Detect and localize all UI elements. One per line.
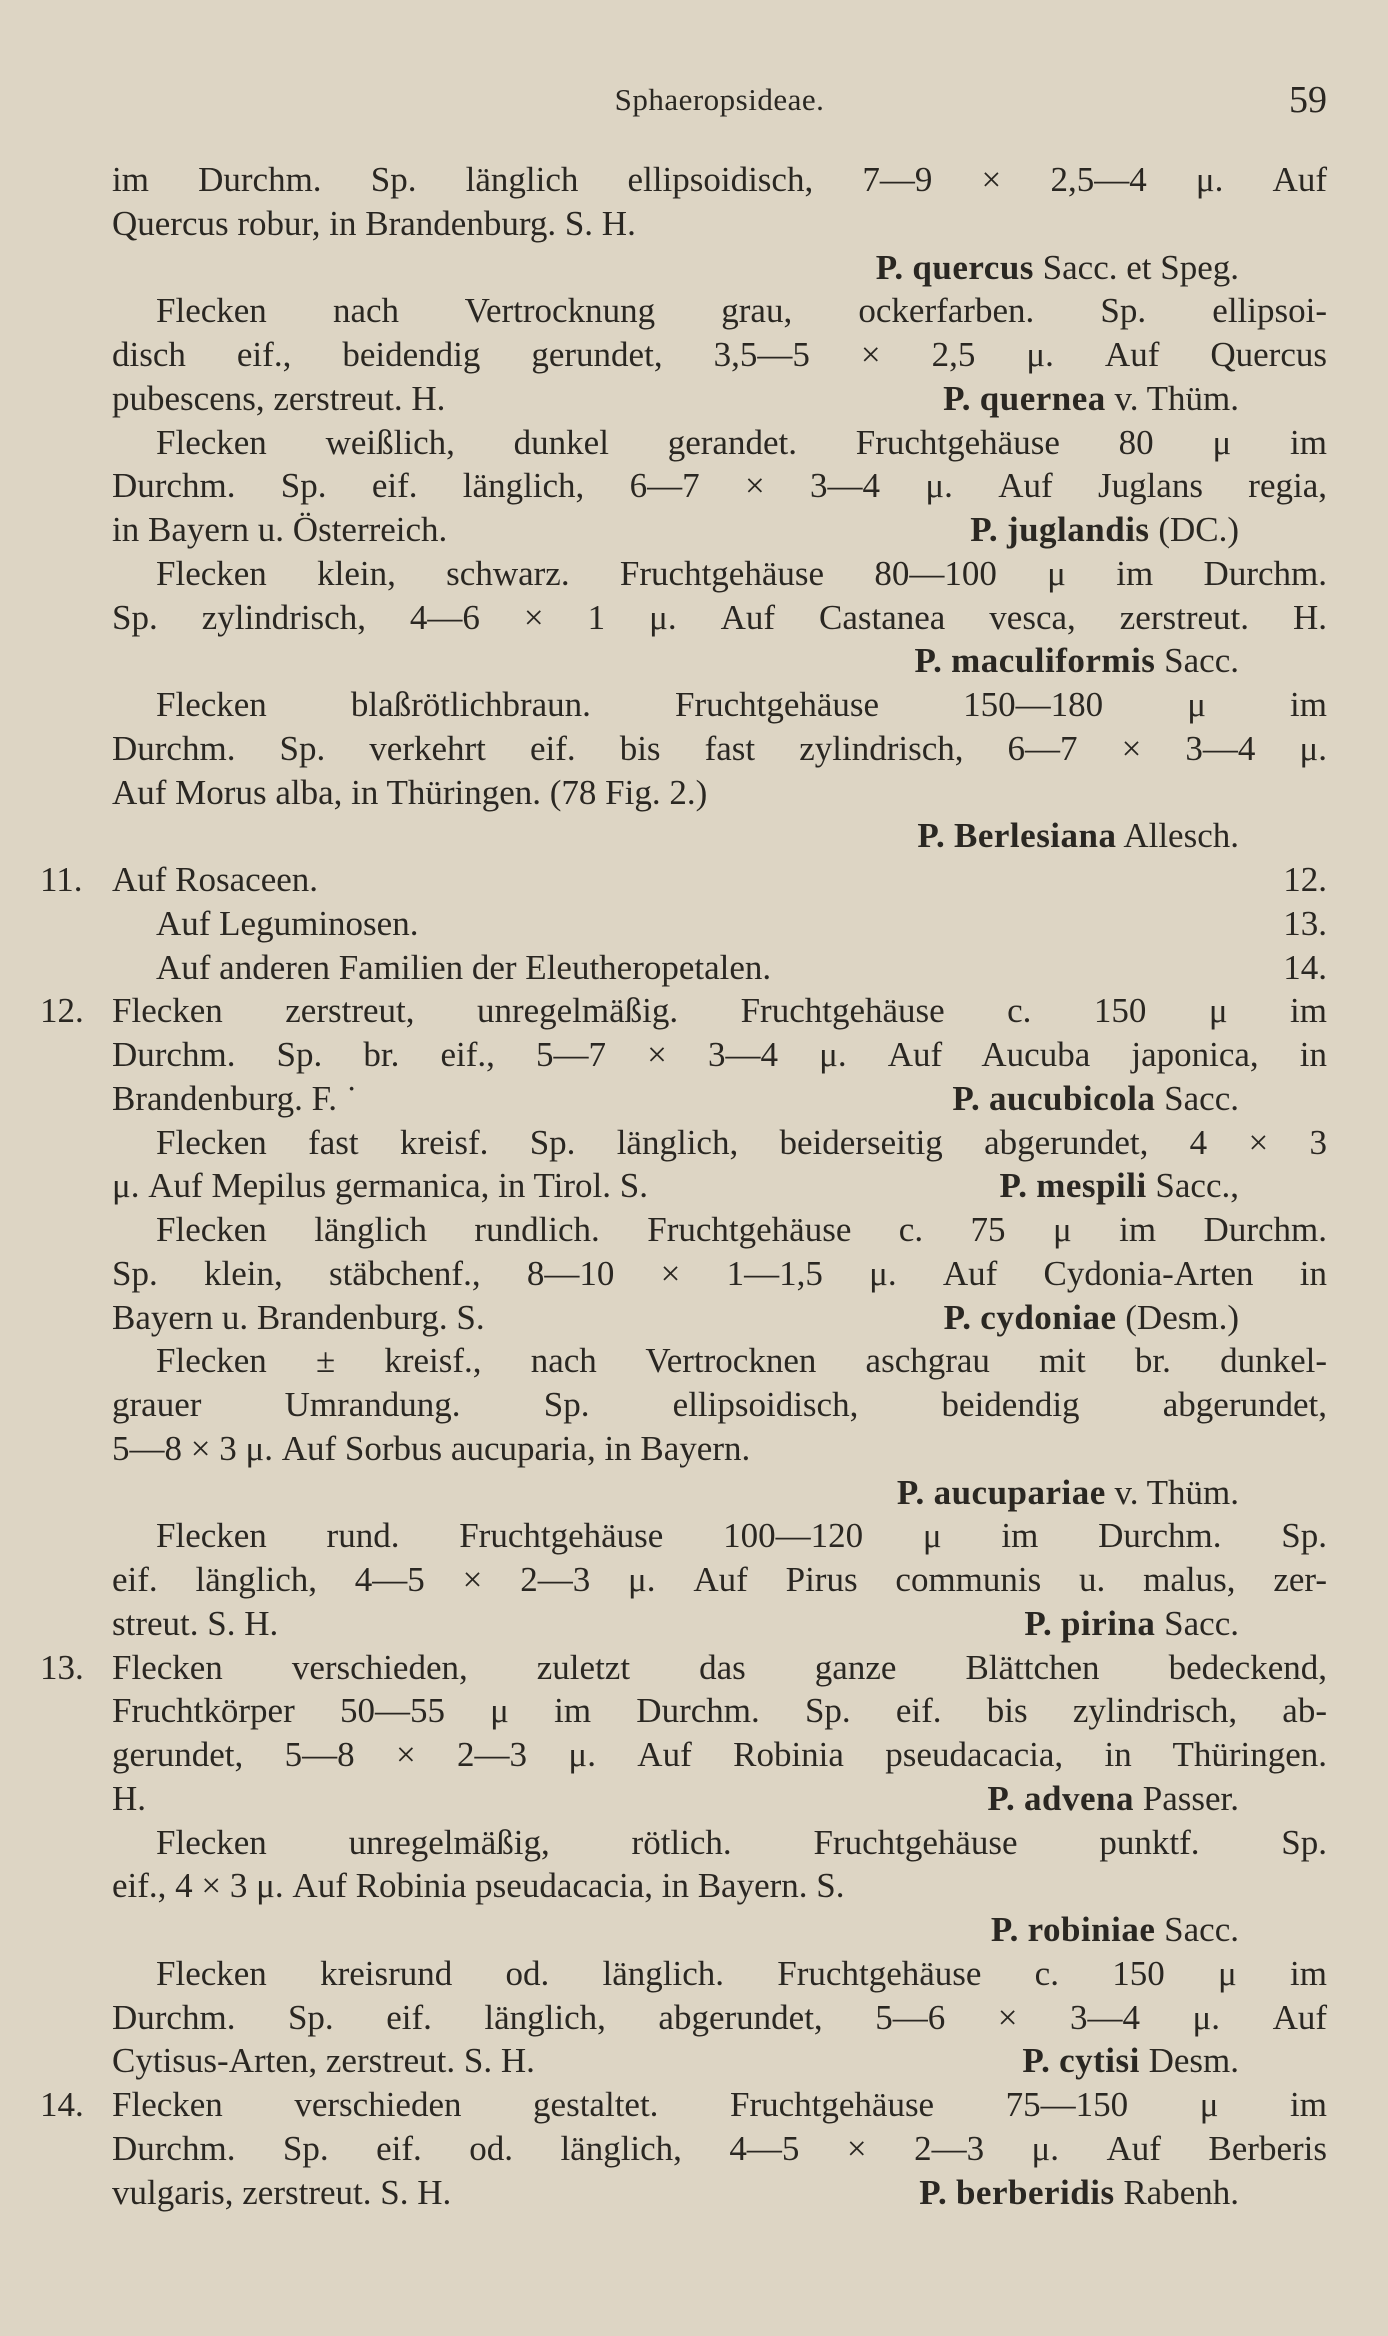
text-line [40,1646,1327,1690]
species-author: (DC.) [1158,510,1239,549]
line-text: Fruchtkörper 50—55 μ im Durchm. Sp. eif. bis zylindrisch, ab- [112,1691,1327,1731]
line-text: Bayern u. Brandenburg. S. [112,1297,485,1337]
species-name [1024,1602,1239,1646]
genus-abbreviation: P. [919,2172,948,2212]
line-text: im Durchm. Sp. länglich ellipsoidisch, 7—9 × 2,5—4 μ. Auf [112,160,1327,199]
text-line [112,464,1327,508]
couplet-number: 13. [40,1647,84,1687]
text-line [112,683,1327,727]
running-title: Sphaeropsideae. [614,82,825,117]
line-text: Durchm. Sp. br. eif., 5—7 × 3—4 μ. Auf Aucuba japonica, in [112,1035,1327,1074]
species-name [917,814,1239,858]
line-text: Durchm. Sp. verkehrt eif. bis fast zylindrisch, 6—7 × 3—4 μ. [112,728,1327,768]
line-text: gerundet, 5—8 × 2—3 μ. Auf Robinia pseudacacia, in Thüringen. [112,1735,1327,1774]
line-text: Durchm. Sp. eif. od. länglich, 4—5 × 2—3 μ. Auf Berberis [112,2128,1327,2168]
line-text: Flecken verschieden gestaltet. Fruchtgehäuse 75—150 μ im [112,2085,1327,2124]
text-line [112,1033,1327,1077]
species-name [914,639,1239,683]
species-epithet: aucubicola [989,1078,1156,1118]
genus-abbreviation: P. [952,1078,981,1118]
line-text: Auf Leguminosen. [156,903,419,943]
line-text: Flecken blaßrötlichbraun. Fruchtgehäuse 150—180 μ im [156,685,1327,724]
text-line [112,771,1327,815]
line-text: Flecken länglich rundlich. Fruchtgehäuse c. 75 μ im Durchm. [156,1210,1327,1249]
text-line [112,1383,1327,1427]
text-line [112,1733,1327,1777]
text-line [112,902,1327,946]
text-line [112,1952,1327,1996]
genus-abbreviation: P. [875,247,904,287]
species-name [876,246,1239,290]
text-line [112,1908,1327,1952]
species-author: Desm. [1148,2041,1239,2081]
text-line [112,1296,1327,1340]
text-line [112,596,1327,640]
text-line [112,1339,1327,1383]
species-name [970,508,1239,552]
text-line [112,814,1327,858]
line-text: Flecken weißlich, dunkel gerandet. Fruchtgehäuse 80 μ im [156,422,1327,462]
species-name [897,1471,1239,1515]
text-line [112,1252,1327,1296]
text-line [112,1996,1327,2040]
line-text: Flecken nach Vertrocknung grau, ockerfarben. Sp. ellipsoi- [156,291,1327,331]
text-line [112,1689,1327,1733]
text-line [112,946,1327,990]
text-line [112,508,1327,552]
species-author: Sacc. [1164,1603,1239,1643]
line-text: pubescens, zerstreut. H. [112,378,446,418]
line-text: Sp. klein, stäbchenf., 8—10 × 1—1,5 μ. Auf Cydonia-Arten in [112,1253,1327,1293]
line-text: Brandenburg. F. ˙ [112,1078,358,1118]
species-author: Rabenh. [1123,2172,1239,2212]
text-line [112,1821,1327,1865]
species-author: (Desm.) [1125,1297,1239,1337]
page-header [112,74,1327,124]
text-line [112,1121,1327,1165]
species-author: Sacc. [1164,1078,1239,1118]
line-text: μ. Auf Mepilus germanica, in Tirol. S. [112,1166,648,1206]
species-author: Sacc. et Speg. [1042,247,1239,287]
text-line [112,1602,1327,1646]
species-epithet: cytisi [1059,2041,1140,2081]
species-epithet: robiniae [1027,1910,1156,1949]
line-text: Auf anderen Familien der Eleutheropetalen. [156,947,772,987]
couplet-reference: 12. [1283,860,1327,899]
text-line [40,989,1327,1033]
couplet-number: 14. [40,2085,84,2124]
species-epithet: maculiformis [951,641,1156,681]
text-line [112,1208,1327,1252]
genus-abbreviation: P. [943,378,972,418]
species-epithet: quernea [979,378,1106,418]
line-text: H. [112,1778,147,1818]
genus-abbreviation: P. [999,1166,1028,1206]
species-name [1000,1164,1239,1208]
page-body [40,158,1327,2214]
species-author: Sacc. [1164,1910,1239,1949]
species-name [991,1908,1239,1952]
couplet-reference: 14. [1283,947,1327,987]
couplet-reference: 13. [1283,903,1327,943]
line-text: eif., 4 × 3 μ. Auf Robinia pseudacacia, in Bayern. S. [112,1866,845,1906]
genus-abbreviation: P. [917,816,946,856]
text-line [112,1514,1327,1558]
line-text: vulgaris, zerstreut. S. H. [112,2172,452,2212]
text-line [112,202,1327,246]
species-name [1022,2039,1239,2083]
genus-abbreviation: P. [896,1472,925,1512]
line-text: Flecken zerstreut, unregelmäßig. Fruchtgehäuse c. 150 μ im [112,991,1327,1031]
text-line [40,858,1327,902]
genus-abbreviation: P. [943,1297,972,1337]
text-line [112,289,1327,333]
line-text: in Bayern u. Österreich. [112,510,448,549]
line-text: Flecken rund. Fruchtgehäuse 100—120 μ im Durchm. Sp. [156,1516,1327,1556]
text-line [112,552,1327,596]
line-text: Durchm. Sp. eif. länglich, abgerundet, 5—6 × 3—4 μ. Auf [112,1997,1327,2037]
line-text: disch eif., beidendig gerundet, 3,5—5 × 2,5 μ. Auf Quercus [112,335,1327,374]
species-epithet: advena [1024,1778,1134,1818]
text-line [112,1777,1327,1821]
species-epithet: aucupariae [933,1472,1106,1512]
species-epithet: Berlesiana [954,816,1117,856]
page-number: 59 [1289,79,1327,121]
line-text: Quercus robur, in Brandenburg. S. H. [112,203,636,243]
genus-abbreviation: P. [990,1910,1019,1949]
species-epithet: mespili [1036,1166,1147,1206]
genus-abbreviation: P. [1024,1603,1053,1643]
line-text: eif. länglich, 4—5 × 2—3 μ. Auf Pirus communis u. malus, zer- [112,1560,1327,1599]
species-epithet: berberidis [955,2172,1115,2212]
species-epithet: juglandis [1006,510,1150,549]
line-text: Flecken kreisrund od. länglich. Fruchtgehäuse c. 150 μ im [156,1953,1327,1993]
genus-abbreviation: P. [987,1778,1016,1818]
text-line [112,1558,1327,1602]
species-name [943,377,1239,421]
line-text: Flecken verschieden, zuletzt das ganze Blättchen bedeckend, [112,1647,1327,1687]
line-text: grauer Umrandung. Sp. ellipsoidisch, beidendig abgerundet, [112,1385,1327,1424]
couplet-number: 12. [40,991,84,1031]
text-line [112,2171,1327,2215]
species-author: Allesch. [1123,816,1239,856]
text-line [112,421,1327,465]
species-name [987,1777,1239,1821]
couplet-number: 11. [40,860,83,899]
genus-abbreviation: P. [914,641,943,681]
text-line [112,2039,1327,2083]
line-text: Flecken ± kreisf., nach Vertrocknen aschgrau mit br. dunkel- [156,1341,1327,1381]
species-name [919,2171,1239,2215]
line-text: streut. S. H. [112,1603,279,1643]
text-line [112,1471,1327,1515]
text-line [112,2127,1327,2171]
species-author: v. Thüm. [1114,378,1239,418]
line-text: Durchm. Sp. eif. länglich, 6—7 × 3—4 μ. Auf Juglans regia, [112,466,1327,506]
text-line [112,639,1327,683]
species-name [944,1296,1239,1340]
text-line [112,1427,1327,1471]
species-epithet: cydoniae [980,1297,1117,1337]
text-line [112,246,1327,290]
line-text: Cytisus-Arten, zerstreut. S. H. [112,2041,535,2081]
text-line [112,1077,1327,1121]
species-epithet: quercus [912,247,1034,287]
line-text: Flecken klein, schwarz. Fruchtgehäuse 80—100 μ im Durchm. [156,553,1327,593]
line-text: Flecken unregelmäßig, rötlich. Fruchtgehäuse punktf. Sp. [156,1822,1327,1862]
species-epithet: pirina [1061,1603,1156,1643]
text-line [112,1164,1327,1208]
line-text: Sp. zylindrisch, 4—6 × 1 μ. Auf Castanea vesca, zerstreut. H. [112,597,1327,637]
text-line [112,727,1327,771]
genus-abbreviation: P. [970,510,999,549]
text-line [112,333,1327,377]
line-text: 5—8 × 3 μ. Auf Sorbus aucuparia, in Bayern. [112,1428,751,1468]
species-author: Sacc., [1155,1166,1239,1206]
genus-abbreviation: P. [1022,2041,1051,2081]
species-author: Passer. [1142,1778,1239,1818]
species-author: Sacc. [1164,641,1239,681]
text-line [112,377,1327,421]
species-name [952,1077,1239,1121]
text-line [40,2083,1327,2127]
line-text: Flecken fast kreisf. Sp. länglich, beiderseitig abgerundet, 4 × 3 [156,1122,1327,1162]
line-text: Auf Morus alba, in Thüringen. (78 Fig. 2.) [112,772,708,812]
species-author: v. Thüm. [1114,1472,1239,1512]
text-line [112,1864,1327,1908]
line-text: Auf Rosaceen. [112,860,319,899]
text-line [112,158,1327,202]
